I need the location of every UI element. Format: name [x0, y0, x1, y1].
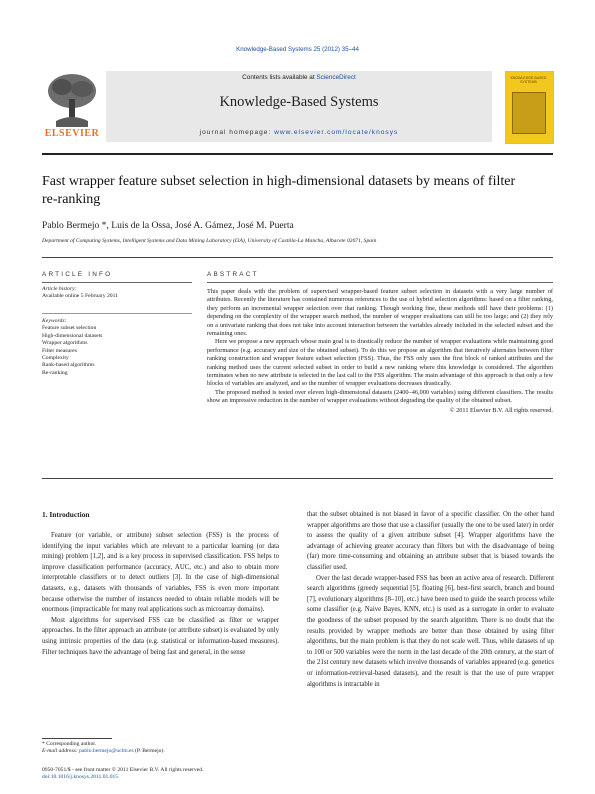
history-label: Article history:	[42, 286, 77, 292]
keywords-label: Keywords:	[42, 318, 67, 324]
contents-prefix: Contents lists available at	[242, 74, 317, 81]
body-paragraph: Feature (or variable, or attribute) subset selection (FSS) is the process of identifying the input variables which are relevant to a particular learning (or data mining) problem [1,2], and is a key process in supervised classification. FSS helps to improve classification performance (accuracy, AUC, etc.) and also to obtain more interpretable classifiers or to detect outliers [3]. In the case of high-dimensional datasets, e.g., datasets with thousands of variables, FSS is even more important because otherwise the number of instances needed to obtain reliable models will be enormous (impracticable for many real applications such as microarray domains).	[42, 532, 279, 614]
keyword-item: Rank-based algorithms	[42, 362, 95, 369]
abstract-heading: ABSTRACT	[207, 271, 259, 278]
doi-link[interactable]: doi:10.1016/j.knosys.2011.01.015	[42, 774, 119, 781]
sciencedirect-link[interactable]: ScienceDirect	[316, 74, 356, 81]
keyword-item: High-dimensional datasets	[42, 332, 103, 339]
abstract-divider	[42, 478, 553, 479]
title-divider	[42, 257, 553, 258]
homepage-prefix: journal homepage:	[199, 129, 275, 136]
article-history	[42, 286, 192, 301]
journal-title: Knowledge-Based Systems	[219, 94, 379, 110]
article-info-heading: ARTICLE INFO	[42, 271, 113, 278]
keywords-block	[42, 318, 192, 377]
keywords-rule	[42, 313, 192, 314]
paper-title: Fast wrapper feature subset selection in high-dimensional datasets by means of filter re-ranking	[42, 174, 516, 207]
history-value: Available online 5 February 2011	[42, 293, 119, 300]
copyright-notice: © 2011 Elsevier B.V. All rights reserved.	[449, 406, 553, 414]
cover-title: KNOWLEDGE-BASED SYSTEMS	[510, 76, 547, 84]
contents-bar	[106, 71, 492, 84]
abstract-paragraph: The proposed method is tested over eleven high-dimensional datasets (2400–46,000 variables) using different classifiers. The results show an impressive reduction in the number of wrapper evaluations without degrading the quality of the obtained subset.	[207, 388, 553, 405]
footnote-rule	[42, 738, 112, 739]
body-column-left	[42, 531, 279, 658]
header-divider	[42, 153, 553, 155]
author-list: Pablo Bermejo *, Luis de la Ossa, José A. Gámez, José M. Puerta	[42, 220, 294, 231]
keyword-item: Complexity	[42, 355, 69, 362]
abstract-paragraph: Here we propose a new approach whose main goal is to drastically reduce the number of wrapper evaluations while maintaining good performance (e.g. accuracy and size of the obtained subset). To do this we propose an algorithm that iteratively alternates between filter ranking construction and wrapper feature subset selection (FSS). Thus, the FSS only uses the first block of ranked attributes and the ranking method uses the current selected subset in order to build a new ranking where this knowledge is considered. The algorithm terminates when no new attribute is selected in the last call to the FSS algorithm. The main advantage of this approach is that only a few blocks of variables are analyzed, and so the number of wrapper evaluations decreases drastically.	[207, 338, 553, 388]
homepage-link[interactable]: www.elsevier.com/locate/knosys	[274, 129, 399, 136]
keyword-item: Filter measures	[42, 347, 77, 354]
body-paragraph: that the subset obtained is not biased in favor of a specific classifier. On the other hand wrapper algorithms are those that use a classifier (usually the one to be used later) in order to assess the quality of a given attribute subset [4]. Wrapper algorithms have the advantage of achieving greater accuracy than filters but with the disadvantage of being (far) more time-consuming and obtaining an attribute subset that is biased towards the classifier used.	[307, 511, 554, 571]
body-column-right	[307, 510, 554, 690]
publisher-name: ELSEVIER	[44, 128, 100, 139]
abstract-rule	[207, 282, 553, 283]
article-info-rule	[42, 282, 192, 283]
keyword-item: Feature subset selection	[42, 325, 97, 332]
corresponding-author-note: * Corresponding author.	[42, 741, 97, 747]
affiliation: Department of Computing Systems, Intelligent Systems and Data Mining Laboratory (I3A), University of Castilla-La Mancha, Albacete 02071, Spain	[42, 238, 377, 244]
email-label: E-mail address:	[42, 748, 80, 755]
body-paragraph: Most algorithms for supervised FSS can be classified as filter or wrapper approaches. In the filter approach an attribute (or attribute subset) is evaluated by only using intrinsic properties of the data (e.g. statistical or information-based measures). Filter techniques have the advantage of being fast and general, in the sense	[42, 616, 279, 656]
journal-homepage	[106, 129, 492, 136]
email-suffix: (P. Bermejo).	[133, 748, 165, 755]
body-paragraph: Over the last decade wrapper-based FSS has been an active area of research. Different search algorithms (greedy sequential [5], floating [6], best-first search, branch and bound [7], evolutionary algorithms [8–10], etc.) have been used to guide the search process while some classifier (e.g. Naive Bayes, KNN, etc.) is used as a surrogate in order to evaluate the goodness of the subset proposed by the search algorithm. There is no doubt that the results provided by wrapper methods are better than those obtained by using filter algorithms, but the main problem is that they do not scale well. Thus, while datasets of up to 100 or 500 variables were the norm in the last decade of the 20th century, at the start of the 21st century new datasets which involve thousands of variables appeared (e.g. genetics or information-retrieval-based datasets), and the result is that the use of pure wrapper algorithms is intractable in	[307, 574, 554, 688]
email-line	[42, 748, 282, 755]
keyword-item: Re-ranking	[42, 369, 68, 376]
section-heading-introduction: 1. Introduction	[42, 510, 90, 519]
cover-image	[512, 92, 546, 134]
keyword-item: Wrapper algorithms	[42, 340, 88, 347]
abstract-body	[207, 288, 553, 415]
footnote	[42, 741, 282, 756]
journal-reference[interactable]: Knowledge-Based Systems 25 (2012) 35–44	[236, 46, 359, 53]
email-link[interactable]: pablo.bermejo@uclm.es	[79, 748, 134, 755]
publication-info	[42, 767, 292, 782]
issn-line: 0950-7051/$ - see front matter © 2011 Elsevier B.V. All rights reserved.	[42, 767, 204, 773]
abstract-paragraph: This paper deals with the problem of supervised wrapper-based feature subset selection in datasets with a very large number of attributes. Recently the literature has contained numerous references to the use of hybrid selection algorithms: based on a filter ranking, they perform an incremental wrapper selection over that ranking. Though working fine, these methods still have their problems: (1) depending on the complexity of the wrapper search method, the number of wrapper evaluations can still be too large; and (2) they rely on a univariate ranking that does not take into account interaction between the variables already included in the selected subset and the remaining ones.	[207, 288, 553, 338]
